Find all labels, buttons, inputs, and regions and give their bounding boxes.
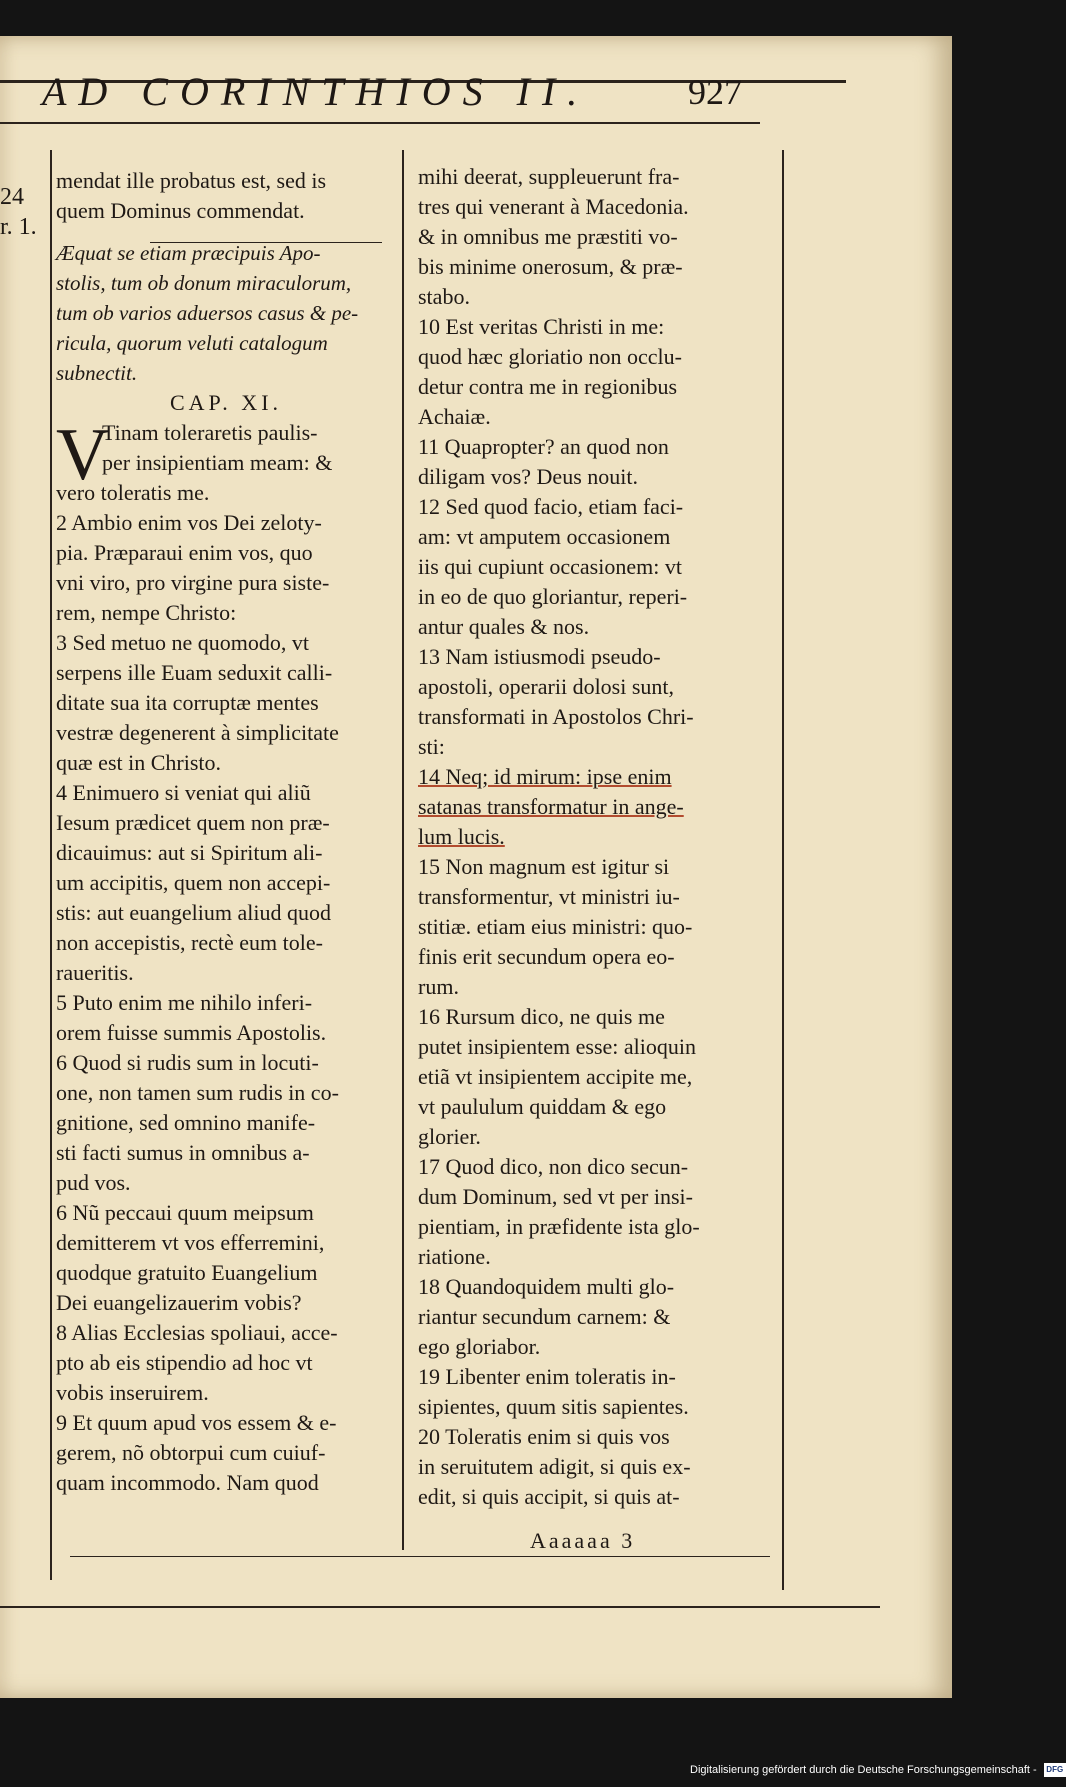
left-column xyxy=(56,166,396,1498)
text-line: bis minime onerosum, & præ- xyxy=(418,254,683,279)
text-line: raueritis. xyxy=(56,960,134,985)
underlined-line: satanas transformatur in ange- xyxy=(418,794,684,819)
text-line: 8 Alias Ecclesias spoliaui, acce- xyxy=(56,1320,338,1345)
text-line: 11 Quapropter? an quod non xyxy=(418,434,669,459)
text-line: um accipitis, quem non accepi- xyxy=(56,870,331,895)
text-line: 12 Sed quod facio, etiam faci- xyxy=(418,494,684,519)
summary-line: Æquat se etiam præcipuis Apo- xyxy=(56,241,321,265)
column-divider xyxy=(402,150,404,1550)
credit-text: Digitalisierung gefördert durch die Deutsche Forschungsgemeinschaft - xyxy=(690,1764,1037,1776)
text-line: 6 Quod si rudis sum in locuti- xyxy=(56,1050,319,1075)
text-line: in seruitutem adigit, si quis ex- xyxy=(418,1454,691,1479)
text-line: pud vos. xyxy=(56,1170,131,1195)
text-line: quam incommodo. Nam quod xyxy=(56,1470,319,1495)
text-line: sipientes, quum sitis sapientes. xyxy=(418,1394,689,1419)
text-line: Dei euangelizauerim vobis? xyxy=(56,1290,302,1315)
text-line: vero toleratis me. xyxy=(56,480,210,505)
text-line: orem fuisse summis Apostolis. xyxy=(56,1020,327,1045)
text-line: 20 Toleratis enim si quis vos xyxy=(418,1424,670,1449)
text-line: tres qui venerant à Macedonia. xyxy=(418,194,689,219)
text-line: pto ab eis stipendio ad hoc vt xyxy=(56,1350,313,1375)
underlined-line: lum lucis. xyxy=(418,824,505,849)
text-line: & in omnibus me præstiti vo- xyxy=(418,224,678,249)
text-line: antur quales & nos. xyxy=(418,614,590,639)
text-line: edit, si quis accipit, si quis at- xyxy=(418,1484,680,1509)
text-line: mihi deerat, suppleuerunt fra- xyxy=(418,164,680,189)
text-line: finis erit secundum opera eo- xyxy=(418,944,675,969)
text-line: Tinam toleraretis paulis- xyxy=(102,420,318,445)
text-line: quod hæc gloriatio non occlu- xyxy=(418,344,682,369)
text-line: vestræ degenerent à simplicitate xyxy=(56,720,339,745)
text-line: riantur secundum carnem: & xyxy=(418,1304,671,1329)
text-line: am: vt amputem occasionem xyxy=(418,524,671,549)
text-line: 3 Sed metuo ne quomodo, vt xyxy=(56,630,309,655)
summary-line: tum ob varios aduersos casus & pe- xyxy=(56,301,359,325)
text-line: riatione. xyxy=(418,1244,491,1269)
running-head-title: AD CORINTHIOS II. xyxy=(42,69,590,114)
text-line: 6 Nũ peccaui quum meipsum xyxy=(56,1200,314,1225)
text-line: quæ est in Christo. xyxy=(56,750,222,775)
text-line: 18 Quandoquidem multi glo- xyxy=(418,1274,675,1299)
right-column-border xyxy=(782,150,784,1590)
text-line: Achaiæ. xyxy=(418,404,491,429)
text-line: 16 Rursum dico, ne quis me xyxy=(418,1004,665,1029)
text-line: non accepistis, rectè eum tole- xyxy=(56,930,323,955)
text-line: pientiam, in præfidente ista glo- xyxy=(418,1214,700,1239)
page-number: 927 xyxy=(688,72,742,112)
text-line: gnitione, sed omnino manife- xyxy=(56,1110,316,1135)
text-line: quodque gratuito Euangelium xyxy=(56,1260,318,1285)
text-line: dum Dominum, sed vt per insi- xyxy=(418,1184,693,1209)
text-line: apostoli, operarii dolosi sunt, xyxy=(418,674,675,699)
digitization-credit xyxy=(690,1758,1064,1782)
text-line: 10 Est veritas Christi in me: xyxy=(418,314,665,339)
margin-note-1: 24 xyxy=(0,184,24,210)
text-line: one, non tamen sum rudis in co- xyxy=(56,1080,339,1105)
text-line: detur contra me in regionibus xyxy=(418,374,678,399)
text-line: gerem, nõ obtorpui cum cuiuf- xyxy=(56,1440,326,1465)
text-line: transformati in Apostolos Chri- xyxy=(418,704,694,729)
text-line: 4 Enimuero si veniat qui aliũ xyxy=(56,780,311,805)
signature-mark: Aaaaaa 3 xyxy=(530,1528,636,1553)
text-line: 5 Puto enim me nihilo inferi- xyxy=(56,990,313,1015)
text-line: dicauimus: aut si Spiritum ali- xyxy=(56,840,323,865)
text-line: serpens ille Euam seduxit calli- xyxy=(56,660,333,685)
left-column-border xyxy=(50,150,52,1580)
text-line: stis: aut euangelium aliud quod xyxy=(56,900,331,925)
text-line: quem Dominus commendat. xyxy=(56,198,305,223)
text-line: per insipientiam meam: & xyxy=(102,450,333,475)
text-line: 9 Et quum apud vos essem & e- xyxy=(56,1410,337,1435)
text-line: vobis inseruirem. xyxy=(56,1380,209,1405)
text-line: ditate sua ita corruptæ mentes xyxy=(56,690,319,715)
text-line: demitterem vt vos efferremini, xyxy=(56,1230,325,1255)
header-rule-bottom xyxy=(0,122,760,124)
text-line: iis qui cupiunt occasionem: vt xyxy=(418,554,682,579)
text-line: etiã vt insipientem accipite me, xyxy=(418,1064,693,1089)
text-line: vt paululum quiddam & ego xyxy=(418,1094,667,1119)
text-line: rem, nempe Christo: xyxy=(56,600,237,625)
chapter-heading: CAP. XI. xyxy=(169,390,283,415)
text-line: glorier. xyxy=(418,1124,481,1149)
summary-line: stolis, tum ob donum miraculorum, xyxy=(56,271,352,295)
dfg-logo: DFG xyxy=(1044,1763,1066,1777)
text-line: 13 Nam istiusmodi pseudo- xyxy=(418,644,661,669)
text-line: 2 Ambio enim vos Dei zeloty- xyxy=(56,510,322,535)
text-line: putet insipientem esse: alioquin xyxy=(418,1034,697,1059)
underlined-line: 14 Neq; id mirum: ipse enim xyxy=(418,764,672,789)
text-line: in eo de quo gloriantur, reperi- xyxy=(418,584,688,609)
text-line: 15 Non magnum est igitur si xyxy=(418,854,670,879)
text-line: rum. xyxy=(418,974,459,999)
text-line: vni viro, pro virgine pura siste- xyxy=(56,570,330,595)
text-line: pia. Præparaui enim vos, quo xyxy=(56,540,313,565)
text-line: Iesum prædicet quem non præ- xyxy=(56,810,330,835)
text-line: diligam vos? Deus nouit. xyxy=(418,464,638,489)
text-line: ego gloriabor. xyxy=(418,1334,541,1359)
text-line: transformentur, vt ministri iu- xyxy=(418,884,680,909)
text-line: sti: xyxy=(418,734,445,759)
summary-line: subnectit. xyxy=(56,361,138,385)
drop-cap: V xyxy=(56,414,110,496)
right-column xyxy=(418,162,758,1512)
text-line: stabo. xyxy=(418,284,470,309)
text-line: 19 Libenter enim toleratis in- xyxy=(418,1364,676,1389)
text-line: sti facti sumus in omnibus a- xyxy=(56,1140,310,1165)
text-line: mendat ille probatus est, sed is xyxy=(56,168,327,193)
summary-line: ricula, quorum veluti catalogum xyxy=(56,331,328,355)
text-line: 17 Quod dico, non dico secun- xyxy=(418,1154,689,1179)
footer-rule-bottom xyxy=(0,1606,880,1608)
margin-note-2: r. 1. xyxy=(0,214,37,240)
text-line: stitiæ. etiam eius ministri: quo- xyxy=(418,914,693,939)
